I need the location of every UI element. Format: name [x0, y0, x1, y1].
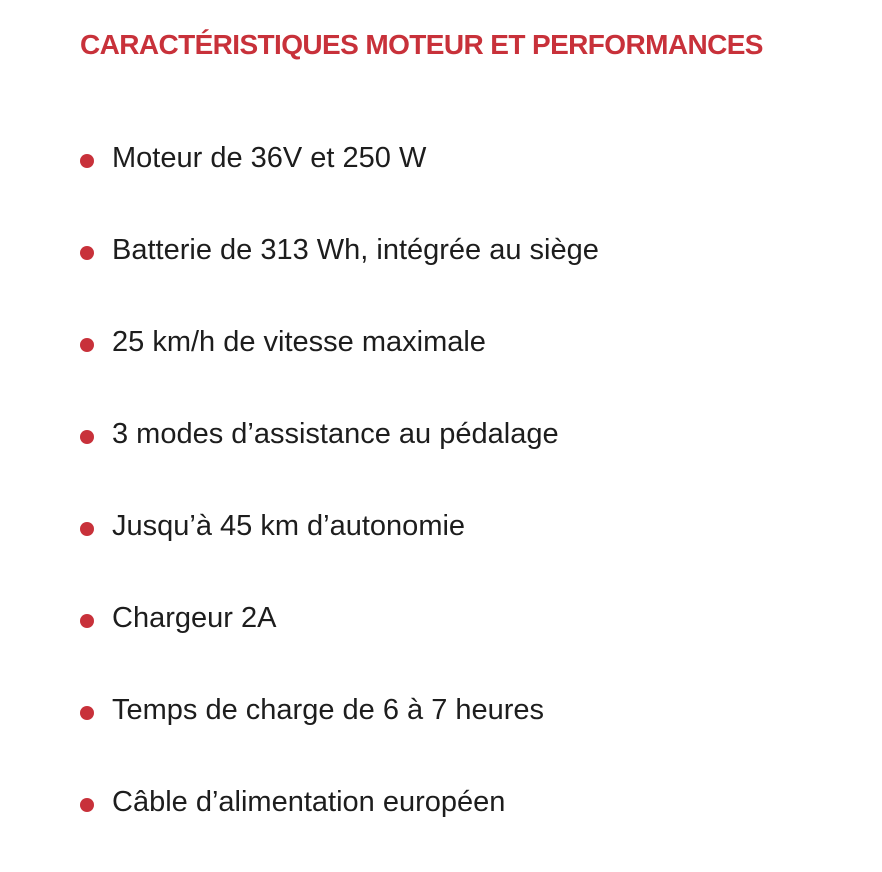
feature-text: 3 modes d’assistance au pédalage — [112, 418, 559, 450]
list-item — [80, 688, 599, 780]
list-item — [80, 504, 599, 596]
list-item — [80, 136, 599, 228]
red-dot-icon — [80, 798, 94, 812]
red-dot-icon — [80, 154, 94, 168]
red-dot-icon — [80, 706, 94, 720]
features-list — [80, 136, 599, 872]
red-dot-icon — [80, 430, 94, 444]
list-item — [80, 320, 599, 412]
feature-text: 25 km/h de vitesse maximale — [112, 326, 486, 358]
feature-text: Chargeur 2A — [112, 602, 277, 634]
feature-text: Câble d’alimentation européen — [112, 786, 506, 818]
list-item — [80, 780, 599, 872]
list-item — [80, 596, 599, 688]
list-item — [80, 228, 599, 320]
feature-text: Temps de charge de 6 à 7 heures — [112, 694, 545, 726]
red-dot-icon — [80, 338, 94, 352]
red-dot-icon — [80, 522, 94, 536]
red-dot-icon — [80, 246, 94, 260]
red-dot-icon — [80, 614, 94, 628]
feature-text: Moteur de 36V et 250 W — [112, 142, 427, 174]
feature-text: Batterie de 313 Wh, intégrée au siège — [112, 234, 599, 266]
section-heading: CARACTÉRISTIQUES MOTEUR ET PERFORMANCES — [80, 29, 763, 60]
list-item — [80, 412, 599, 504]
feature-text: Jusqu’à 45 km d’autonomie — [112, 510, 466, 542]
